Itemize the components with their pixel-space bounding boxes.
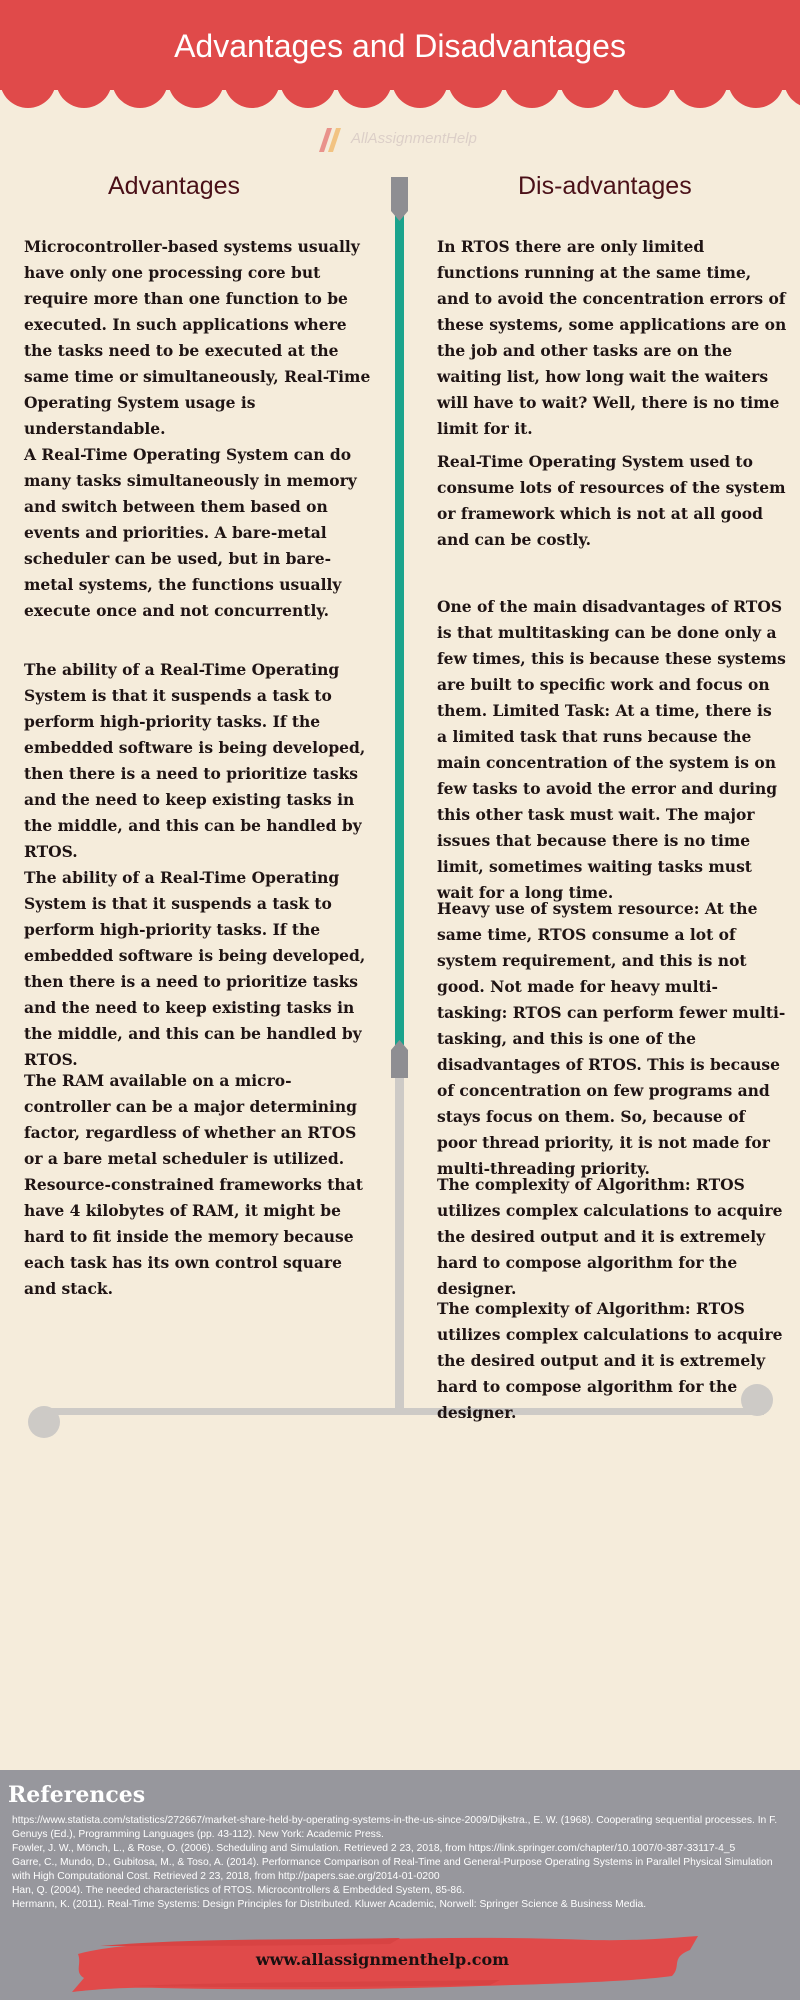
logo-text: AllAssignmentHelp (351, 130, 477, 147)
advantage-paragraph-1: Microcontroller-based systems usually have only one processing core but require more than one function to be executed. In such applications where the tasks need to be executed at the same time or simultaneously, Real-Time Operating System usage is understandable. (24, 237, 371, 438)
disadvantage-paragraph-5: The complexity of Algorithm: RTOS utilizes complex calculations to acquire the desired output and it is extremely hard to compose algorithm for the designer. (437, 1175, 783, 1298)
advantage-paragraph-5: The RAM available on a micro-controller can be a major determining factor, regardless of whether an RTOS or a bare metal scheduler is utilized. Resource-constrained frameworks that have 4 kilobytes of RAM, it might be hard to fit inside the memory because each task has its own control square and stack. (24, 1071, 363, 1298)
reference-item: https://www.statista.com/statistics/272667/market-share-held-by-operating-systems-in-the-us-since-2009/Dijkstra., E. W. (1968). Cooperating sequential processes. In F. Genuys (Ed.), Programming Languages (pp. 43-112). New York: Academic Press. (12, 1815, 778, 1840)
references-title: References (8, 1782, 146, 1808)
disadvantage-paragraph-6: The complexity of Algorithm: RTOS utilizes complex calculations to acquire the desired output and it is extremely hard to compose algorithm for the designer. (437, 1299, 783, 1422)
page-title: Advantages and Disadvantages (174, 28, 626, 64)
advantage-paragraph-2: A Real-Time Operating System can do many tasks simultaneously in memory and switch between them based on events and priorities. A bare-metal scheduler can be used, but in bare-metal systems, the functions usually execute once and not concurrently. (24, 445, 357, 620)
disadvantage-paragraph-3: One of the main disadvantages of RTOS is that multitasking can be done only a few times, this is because these systems are built to specific work and focus on them. Limited Task: At a time, there is a limited task that runs because the main concentration of the system is on few tasks to avoid the error and during this other task must wait. The major issues that because there is no time limit, sometimes waiting tasks must wait for a long time. (437, 597, 786, 902)
references-list (12, 1814, 792, 1912)
advantage-paragraph-4: The ability of a Real-Time Operating System is that it suspends a task to perform high-priority tasks. If the embedded software is being developed, then there is a need to prioritize tasks and the need to keep existing tasks in the middle, and this can be handled by RTOS. (24, 868, 366, 1069)
reference-item: Garre, C., Mundo, D., Gubitosa, M., & Toso, A. (2014). Performance Comparison of Real-Time and General-Purpose Operating Systems in Parallel Physical Simulation with High Computational Cost. Retrieved 2 23, 2018, from http://papers.sae.org/2014-01-0200 (12, 1857, 773, 1882)
disadvantage-paragraph-1: In RTOS there are only limited functions running at the same time, and to avoid the concentration errors of these systems, some applications are on the job and other tasks are on the waiting list, how long wait the waiters will have to wait? Well, there is no time limit for it. (437, 237, 787, 438)
reference-item: Han, Q. (2004). The needed characteristics of RTOS. Microcontrollers & Embedded System, 85-86. (12, 1885, 465, 1896)
website-link[interactable]: www.allassignmenthelp.com (255, 1950, 510, 1969)
reference-item: Hermann, K. (2011). Real-Time Systems: Design Principles for Distributed. Kluwer Academic, Norwell: Springer Science & Business Media. (12, 1899, 647, 1910)
disadvantage-paragraph-4: Heavy use of system resource: At the same time, RTOS consume a lot of system requirement, and this is not good. Not made for heavy multi-tasking: RTOS can perform fewer multi-tasking, and this is one of the disadvantages of RTOS. This is because of concentration on few programs and stays focus on them. So, because of poor thread priority, it is not made for multi-threading priority. (437, 899, 786, 1178)
reference-item: Fowler, J. W., Mönch, L., & Rose, O. (2006). Scheduling and Simulation. Retrieved 2 23, 2018, from https://link.springer.com/chapter/10.1007/0-387-33117-4_5 (12, 1843, 736, 1854)
advantage-paragraph-3: The ability of a Real-Time Operating System is that it suspends a task to perform high-priority tasks. If the embedded software is being developed, then there is a need to prioritize tasks and the need to keep existing tasks in the middle, and this can be handled by RTOS. (24, 660, 366, 861)
advantages-heading: Advantages (108, 172, 241, 200)
disadvantages-heading: Dis-advantages (518, 172, 692, 200)
disadvantage-paragraph-2: Real-Time Operating System used to consume lots of resources of the system or framework which is not at all good and can be costly. (437, 452, 786, 549)
